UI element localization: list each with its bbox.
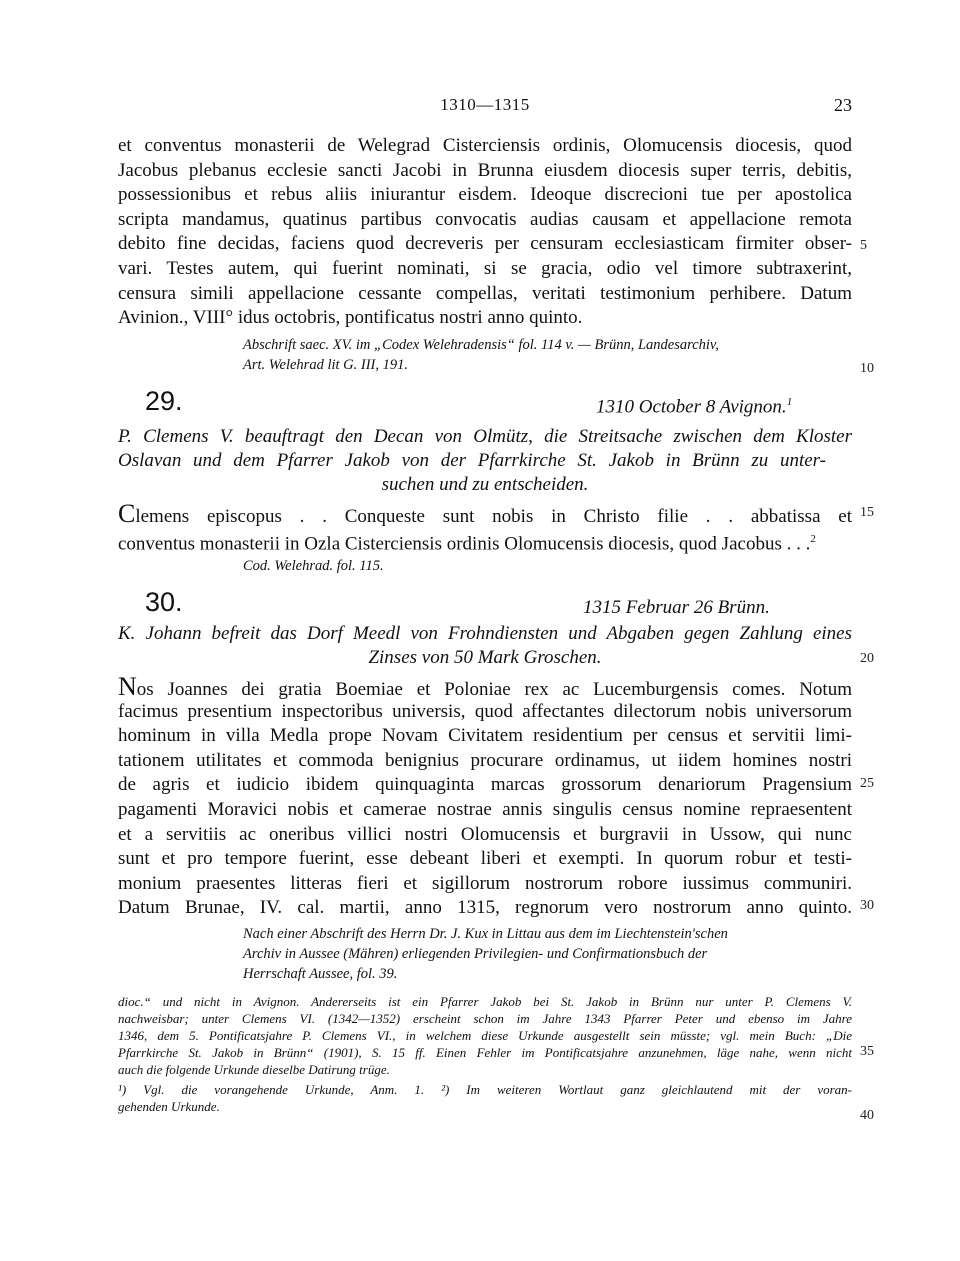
footnote-mark: 2	[810, 532, 816, 545]
text-line: sunt et pro tempore fuerint, esse debeant liberi et exempti. In quorum robur et testi-	[118, 848, 852, 870]
doc30-summary	[118, 622, 852, 670]
text-line: de agris et iudicio ibidem quinquaginta marcas grossorum denariorum Pragensium	[118, 774, 852, 796]
line-number: 35	[860, 1044, 874, 1059]
source-line: Nach einer Abschrift des Herrn Dr. J. Kux in Littau aus dem im Liechtenstein'schen	[243, 926, 728, 942]
dateline-text: 1310 October 8 Avignon.	[596, 396, 787, 418]
footnote-line: nachweisbar; unter Clemens VI. (1342—1352) erscheint schon im Jahre 1343 Pfarrer Peter und ebenso im Jahre	[118, 1011, 852, 1026]
doc30-dateline: 1315 Februar 26 Brünn.	[583, 597, 770, 618]
text-line-rest: os Joannes dei gratia Boemiae et Poloniae rex ac Lucemburgensis comes. Notum	[136, 679, 852, 700]
doc30-number: 30.	[145, 587, 183, 617]
doc29-source-note: Cod. Welehrad. fol. 115.	[243, 558, 384, 574]
running-header	[118, 95, 852, 119]
doc29-number: 29.	[145, 386, 183, 416]
line-number: 10	[860, 361, 874, 376]
text-line	[118, 499, 852, 528]
summary-line: P. Clemens V. beauftragt den Decan von Olmütz, die Streitsache zwischen dem Kloster	[118, 426, 852, 447]
footnote-line: ¹) Vgl. die vorangehende Urkunde, Anm. 1. ²) Im weiteren Wortlaut ganz gleichlautend mit der voran-	[118, 1082, 852, 1097]
text-line	[118, 672, 852, 701]
text-line: Jacobus plebanus ecclesie sancti Jacobi in Brunna eiusdem diocesis super terris, debitis,	[118, 159, 852, 181]
summary-line: suchen und zu entscheiden.	[381, 474, 589, 495]
footnote-line: 1346, dem 5. Pontificatsjahre P. Clemens VI., in welchem diese Urkunde ausgestellt sein müsste; vgl. mein Buch: „Die	[118, 1028, 852, 1043]
doc29-body	[118, 499, 852, 554]
text-line: censura simili appellacione cessante compellas, veritati testimonium perhibere. Datum	[118, 282, 852, 304]
line-number: 30	[860, 898, 874, 913]
text-line: facimus presentium inspectoribus universis, quod affectantes dilectorum nobis universorum	[118, 700, 852, 722]
line-number: 25	[860, 776, 874, 791]
text-line: hominum in villa Medla prope Novam Civitatem residentium per census et servitii limi-	[118, 725, 852, 747]
summary-line: Zinses von 50 Mark Groschen.	[368, 647, 602, 668]
text-line: et conventus monasterii de Welegrad Cisterciensis ordinis, Olomucensis diocesis, quod	[118, 135, 852, 156]
source-line: Herrschaft Aussee, fol. 39.	[243, 966, 398, 982]
line-number: 40	[860, 1108, 874, 1123]
source-line: Abschrift saec. XV. im „Codex Welehradensis“ fol. 114 v. — Brünn, Landesarchiv,	[243, 337, 719, 353]
text-line	[118, 527, 852, 552]
footnote-line: gehenden Urkunde.	[118, 1099, 220, 1114]
doc29-summary	[118, 425, 852, 497]
footnotes	[118, 993, 852, 1115]
text-line: et a servitiis ac oneribus villici nostri Olomucensis et burgravii in Ussow, qui nunc	[118, 823, 852, 845]
text-line: possessionibus et rebus aliis iniurantur eisdem. Ideoque discrecioni tue per apostolica	[118, 184, 852, 206]
footnote-mark: 1	[786, 396, 793, 408]
summary-line-text: Oslavan und dem Pfarrer Jakob von der Pfarrkirche St. Jakob in Brünn zu unter-	[118, 450, 826, 471]
doc29-dateline	[596, 396, 792, 418]
text-line: vari. Testes autem, qui fuerint nominati, si se gracia, odio vel timore subtraxerint,	[118, 257, 852, 279]
doc30-body	[118, 672, 852, 921]
footnote-line: dioc.“ und nicht in Avignon. Andererseits ist ein Pfarrer Jakob bei St. Jakob in Brünn nur unter P. Clemens V.	[118, 994, 852, 1009]
text-line: tationem utilitates et commoda benignius procurare ordinamus, ut iidem homines nostri	[118, 749, 852, 771]
text-line-rest: lemens episcopus . . Conqueste sunt nobis in Christo filie . . abbatissa et	[135, 506, 852, 527]
source-line: Archiv in Aussee (Mähren) erliegenden Privilegien- und Confirmationsbuch der	[243, 946, 708, 962]
page-number: 23	[834, 95, 852, 115]
line-number: 15	[860, 505, 874, 520]
page-year-range: 1310—1315	[440, 95, 530, 114]
text-line: pagamenti Moravici nobis et camerae nostrae annis singulis census nomine repraesentent	[118, 798, 852, 820]
text-line: scripta mandamus, quatinus partibus convocatis audias causam et appellacione remota	[118, 208, 852, 230]
initial-letter: N	[118, 672, 137, 701]
text-line: Datum Brunae, IV. cal. martii, anno 1315, regnorum vero nostrorum anno quinto.	[118, 897, 852, 919]
doc30-source-note	[243, 924, 853, 984]
summary-line: K. Johann befreit das Dorf Meedl von Frohndiensten und Abgaben gegen Zahlung eines	[118, 623, 852, 644]
text-line: debito fine decidas, faciens quod decreveris per censuram ecclesiasticam firmiter obser-	[118, 233, 852, 255]
line-number: 5	[860, 238, 867, 253]
doc28-source-note	[243, 335, 853, 375]
doc28-body	[118, 134, 852, 331]
summary-line	[118, 449, 826, 473]
text-line: Avinion., VIII° idus octobris, pontificatus nostri anno quinto.	[118, 307, 583, 329]
source-line: Art. Welehrad lit G. III, 191.	[243, 357, 408, 373]
footnote-line: auch die folgende Urkunde dieselbe Datirung trüge.	[118, 1062, 390, 1077]
line-number: 20	[860, 651, 874, 666]
text-line-rest: conventus monasterii in Ozla Cisterciensis ordinis Olomucensis diocesis, quod Jacobus . . .	[118, 532, 811, 554]
text-line: monium praesentes litteras fieri et sigillorum nostrorum robore iussimus communiri.	[118, 872, 852, 894]
initial-letter: C	[118, 499, 136, 528]
footnote-line: Pfarrkirche St. Jakob in Brünn“ (1901), S. 15 ff. Einen Fehler im Pontificatsjahre anzunehmen, läge nahe, wenn nicht	[118, 1045, 852, 1060]
